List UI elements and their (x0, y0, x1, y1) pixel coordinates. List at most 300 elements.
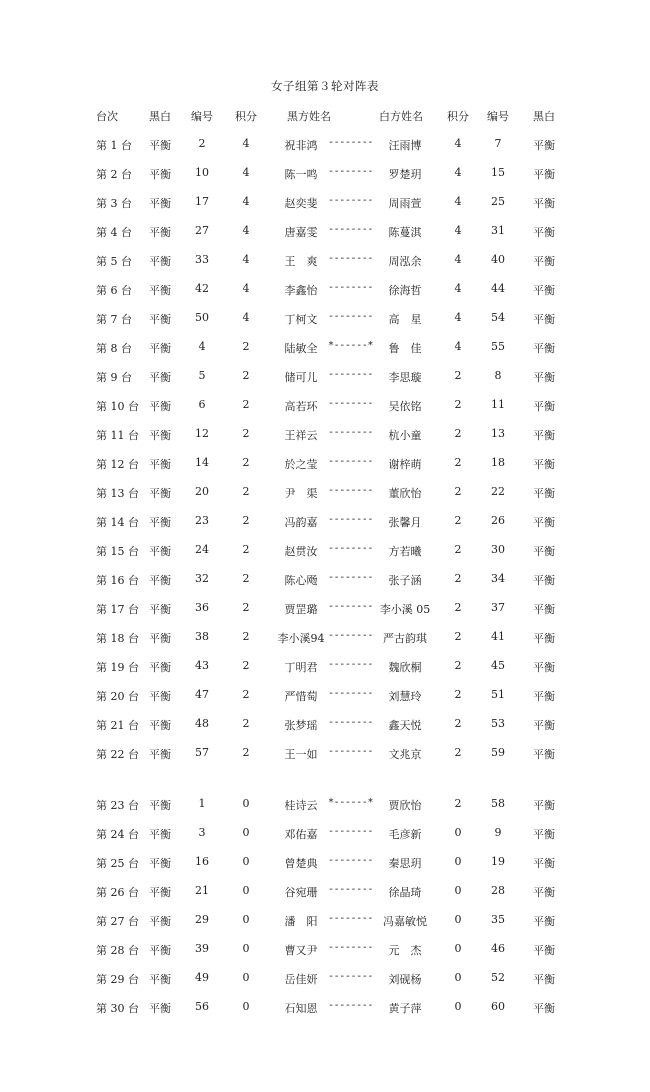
cell-separator: -------- (328, 688, 373, 699)
cell-white-number: 35 (491, 913, 505, 926)
cell-black-name: 储可儿 (284, 371, 318, 384)
header-white-score: 积分 (447, 110, 469, 123)
cell-black-name: 陆敏全 (284, 342, 318, 355)
cell-white-score: 2 (454, 659, 462, 672)
cell-table: 第 25 台 (96, 857, 139, 870)
cell-white-number: 55 (491, 340, 505, 353)
cell-black-name: 李鑫怡 (284, 284, 318, 297)
cell-white-color: 平衡 (533, 400, 555, 413)
cell-black-name: 王一如 (284, 748, 318, 761)
cell-black-name: 尹 渠 (284, 487, 318, 500)
cell-white-name: 文兆京 (388, 748, 422, 761)
header-score: 积分 (235, 110, 257, 123)
cell-white-color: 平衡 (533, 603, 555, 616)
cell-white-score: 4 (454, 195, 462, 208)
cell-black-color: 平衡 (149, 255, 171, 268)
cell-white-name: 魏欣桐 (388, 661, 422, 674)
cell-white-score: 2 (454, 427, 462, 440)
cell-black-number: 2 (198, 137, 206, 150)
cell-black-color: 平衡 (149, 400, 171, 413)
cell-table: 第 10 台 (96, 400, 139, 413)
table-row (0, 195, 650, 211)
cell-black-score: 0 (242, 942, 250, 955)
cell-separator: -------- (328, 855, 373, 866)
cell-white-color: 平衡 (533, 973, 555, 986)
table-row (0, 688, 650, 704)
cell-white-score: 0 (454, 913, 462, 926)
cell-black-number: 1 (198, 797, 206, 810)
cell-separator: -------- (328, 398, 373, 409)
cell-white-name: 冯嘉敏悦 (383, 915, 427, 928)
cell-black-score: 4 (242, 166, 250, 179)
cell-black-score: 2 (242, 340, 250, 353)
cell-separator: -------- (328, 630, 373, 641)
cell-white-name: 徐海哲 (388, 284, 422, 297)
table-row (0, 166, 650, 182)
cell-table: 第 22 台 (96, 748, 139, 761)
cell-white-color: 平衡 (533, 342, 555, 355)
cell-black-name: 於之莹 (284, 458, 318, 471)
table-row (0, 224, 650, 240)
cell-table: 第 12 台 (96, 458, 139, 471)
cell-table: 第 1 台 (96, 139, 132, 152)
cell-white-color: 平衡 (533, 574, 555, 587)
cell-black-score: 2 (242, 572, 250, 585)
cell-black-number: 14 (195, 456, 209, 469)
cell-white-color: 平衡 (533, 226, 555, 239)
cell-black-color: 平衡 (149, 799, 171, 812)
cell-separator: -------- (328, 195, 373, 206)
cell-white-score: 2 (454, 514, 462, 527)
cell-separator: -------- (328, 913, 373, 924)
cell-black-score: 4 (242, 224, 250, 237)
cell-white-number: 53 (491, 717, 505, 730)
cell-white-score: 4 (454, 253, 462, 266)
cell-black-color: 平衡 (149, 371, 171, 384)
table-row (0, 572, 650, 588)
cell-black-name: 赵奕斐 (284, 197, 318, 210)
cell-black-name: 唐嘉雯 (284, 226, 318, 239)
cell-white-score: 0 (454, 826, 462, 839)
cell-white-score: 2 (454, 572, 462, 585)
cell-white-color: 平衡 (533, 284, 555, 297)
cell-table: 第 15 台 (96, 545, 139, 558)
cell-white-score: 2 (454, 688, 462, 701)
cell-black-score: 2 (242, 746, 250, 759)
cell-separator: -------- (328, 456, 373, 467)
cell-black-number: 39 (195, 942, 209, 955)
cell-black-color: 平衡 (149, 857, 171, 870)
cell-separator: -------- (328, 311, 373, 322)
header-table: 台次 (96, 110, 118, 123)
cell-black-number: 48 (195, 717, 209, 730)
table-row (0, 717, 650, 733)
cell-table: 第 4 台 (96, 226, 132, 239)
table-row (0, 398, 650, 414)
cell-white-color: 平衡 (533, 719, 555, 732)
cell-table: 第 27 台 (96, 915, 139, 928)
cell-white-number: 11 (491, 398, 505, 411)
cell-table: 第 26 台 (96, 886, 139, 899)
cell-separator: -------- (328, 659, 373, 670)
cell-separator: -------- (328, 1000, 373, 1011)
cell-white-color: 平衡 (533, 632, 555, 645)
cell-table: 第 19 台 (96, 661, 139, 674)
cell-black-score: 0 (242, 971, 250, 984)
table-row (0, 137, 650, 153)
cell-black-number: 36 (195, 601, 209, 614)
table-row (0, 369, 650, 385)
cell-separator: -------- (328, 601, 373, 612)
cell-white-color: 平衡 (533, 458, 555, 471)
cell-separator: -------- (328, 884, 373, 895)
cell-table: 第 29 台 (96, 973, 139, 986)
cell-table: 第 8 台 (96, 342, 132, 355)
cell-white-score: 0 (454, 942, 462, 955)
cell-white-name: 谢梓萌 (388, 458, 422, 471)
cell-white-color: 平衡 (533, 545, 555, 558)
cell-black-name: 桂诗云 (284, 799, 318, 812)
cell-table: 第 3 台 (96, 197, 132, 210)
cell-separator: -------- (328, 253, 373, 264)
cell-white-name: 贾欣怡 (388, 799, 422, 812)
cell-black-score: 2 (242, 543, 250, 556)
cell-white-score: 4 (454, 224, 462, 237)
cell-white-number: 41 (491, 630, 505, 643)
cell-separator: -------- (328, 137, 373, 148)
cell-white-name: 鲁 佳 (388, 342, 422, 355)
cell-black-number: 24 (195, 543, 209, 556)
cell-white-score: 2 (454, 485, 462, 498)
cell-white-number: 18 (491, 456, 505, 469)
cell-black-color: 平衡 (149, 915, 171, 928)
cell-black-score: 2 (242, 630, 250, 643)
cell-separator: -------- (328, 282, 373, 293)
cell-table: 第 13 台 (96, 487, 139, 500)
cell-white-number: 30 (491, 543, 505, 556)
cell-white-score: 4 (454, 340, 462, 353)
cell-black-color: 平衡 (149, 226, 171, 239)
table-row (0, 971, 650, 987)
cell-white-score: 2 (454, 601, 462, 614)
cell-white-color: 平衡 (533, 487, 555, 500)
cell-separator: *------* (328, 797, 373, 808)
cell-white-number: 31 (491, 224, 505, 237)
cell-separator: -------- (328, 543, 373, 554)
cell-white-score: 2 (454, 797, 462, 810)
cell-black-score: 2 (242, 659, 250, 672)
cell-black-score: 0 (242, 1000, 250, 1013)
cell-black-color: 平衡 (149, 944, 171, 957)
cell-black-number: 21 (195, 884, 209, 897)
cell-table: 第 5 台 (96, 255, 132, 268)
cell-white-name: 张子涵 (388, 574, 422, 587)
cell-black-color: 平衡 (149, 168, 171, 181)
cell-white-number: 13 (491, 427, 505, 440)
cell-white-score: 0 (454, 1000, 462, 1013)
cell-black-color: 平衡 (149, 574, 171, 587)
cell-white-number: 28 (491, 884, 505, 897)
cell-white-number: 34 (491, 572, 505, 585)
cell-white-name: 毛彦新 (388, 828, 422, 841)
cell-black-color: 平衡 (149, 973, 171, 986)
cell-white-number: 7 (494, 137, 502, 150)
cell-white-color: 平衡 (533, 516, 555, 529)
cell-white-number: 26 (491, 514, 505, 527)
cell-white-score: 4 (454, 166, 462, 179)
cell-black-name: 王 爽 (284, 255, 318, 268)
cell-black-number: 33 (195, 253, 209, 266)
cell-black-name: 丁明君 (284, 661, 318, 674)
cell-black-score: 4 (242, 311, 250, 324)
cell-black-number: 4 (198, 340, 206, 353)
cell-black-color: 平衡 (149, 313, 171, 326)
cell-black-score: 0 (242, 855, 250, 868)
cell-white-name: 杭小童 (388, 429, 422, 442)
cell-white-score: 4 (454, 311, 462, 324)
cell-white-number: 46 (491, 942, 505, 955)
cell-separator: -------- (328, 826, 373, 837)
table-header (0, 108, 650, 124)
cell-white-name: 刘慧玲 (388, 690, 422, 703)
cell-separator: -------- (328, 942, 373, 953)
table-row (0, 826, 650, 842)
cell-black-number: 16 (195, 855, 209, 868)
cell-black-number: 47 (195, 688, 209, 701)
cell-black-score: 0 (242, 884, 250, 897)
cell-white-name: 刘砚杨 (388, 973, 422, 986)
cell-separator: -------- (328, 971, 373, 982)
cell-white-score: 2 (454, 746, 462, 759)
cell-black-color: 平衡 (149, 197, 171, 210)
cell-white-color: 平衡 (533, 371, 555, 384)
cell-black-score: 2 (242, 688, 250, 701)
cell-black-color: 平衡 (149, 139, 171, 152)
cell-table: 第 20 台 (96, 690, 139, 703)
cell-black-name: 张梦瑶 (284, 719, 318, 732)
header-white-color: 黑白 (533, 110, 555, 123)
cell-white-color: 平衡 (533, 944, 555, 957)
cell-black-name: 赵贯汝 (284, 545, 318, 558)
cell-black-color: 平衡 (149, 545, 171, 558)
cell-black-name: 陈一鸣 (284, 168, 318, 181)
cell-table: 第 9 台 (96, 371, 132, 384)
table-row (0, 340, 650, 356)
cell-black-name: 王祥云 (284, 429, 318, 442)
cell-separator: *------* (328, 340, 373, 351)
table-row (0, 601, 650, 617)
cell-black-number: 12 (195, 427, 209, 440)
cell-black-score: 2 (242, 369, 250, 382)
table-row (0, 514, 650, 530)
cell-white-name: 徐晶琦 (388, 886, 422, 899)
cell-black-number: 3 (198, 826, 206, 839)
cell-black-color: 平衡 (149, 603, 171, 616)
cell-white-color: 平衡 (533, 139, 555, 152)
table-row (0, 942, 650, 958)
cell-white-score: 2 (454, 369, 462, 382)
cell-white-score: 2 (454, 717, 462, 730)
cell-white-color: 平衡 (533, 799, 555, 812)
cell-black-color: 平衡 (149, 886, 171, 899)
cell-white-name: 汪雨博 (388, 139, 422, 152)
table-row (0, 311, 650, 327)
cell-black-name: 潘 阳 (284, 915, 318, 928)
cell-white-number: 25 (491, 195, 505, 208)
cell-white-number: 58 (491, 797, 505, 810)
cell-black-score: 4 (242, 137, 250, 150)
cell-white-number: 15 (491, 166, 505, 179)
cell-black-number: 10 (195, 166, 209, 179)
table-row (0, 797, 650, 813)
cell-white-name: 严古韵琪 (383, 632, 427, 645)
cell-white-number: 52 (491, 971, 505, 984)
cell-black-name: 曾楚典 (284, 857, 318, 870)
cell-black-name: 冯韵嘉 (284, 516, 318, 529)
cell-black-score: 2 (242, 427, 250, 440)
header-white-name: 白方姓名 (379, 110, 423, 123)
cell-black-score: 2 (242, 717, 250, 730)
cell-black-number: 5 (198, 369, 206, 382)
cell-white-color: 平衡 (533, 748, 555, 761)
cell-white-name: 李思璇 (388, 371, 422, 384)
cell-black-number: 27 (195, 224, 209, 237)
cell-white-name: 黄子萍 (388, 1002, 422, 1015)
cell-white-number: 19 (491, 855, 505, 868)
cell-black-name: 曹又尹 (284, 944, 318, 957)
cell-black-score: 2 (242, 601, 250, 614)
cell-separator: -------- (328, 485, 373, 496)
cell-white-color: 平衡 (533, 313, 555, 326)
cell-white-name: 陈蔓淇 (388, 226, 422, 239)
cell-black-name: 高若环 (284, 400, 318, 413)
cell-black-name: 石知恩 (284, 1002, 318, 1015)
cell-black-name: 谷宛珊 (284, 886, 318, 899)
cell-black-name: 岳佳妍 (284, 973, 318, 986)
cell-black-number: 32 (195, 572, 209, 585)
cell-black-color: 平衡 (149, 632, 171, 645)
cell-white-color: 平衡 (533, 690, 555, 703)
cell-white-score: 0 (454, 855, 462, 868)
cell-black-number: 38 (195, 630, 209, 643)
cell-table: 第 2 台 (96, 168, 132, 181)
cell-black-number: 42 (195, 282, 209, 295)
cell-black-name: 严惜萄 (284, 690, 318, 703)
cell-white-color: 平衡 (533, 1002, 555, 1015)
cell-white-score: 0 (454, 884, 462, 897)
cell-white-score: 4 (454, 137, 462, 150)
cell-table: 第 18 台 (96, 632, 139, 645)
cell-white-number: 22 (491, 485, 505, 498)
cell-table: 第 16 台 (96, 574, 139, 587)
cell-table: 第 7 台 (96, 313, 132, 326)
table-row (0, 746, 650, 762)
cell-white-color: 平衡 (533, 661, 555, 674)
cell-white-score: 2 (454, 543, 462, 556)
cell-black-number: 50 (195, 311, 209, 324)
cell-black-color: 平衡 (149, 690, 171, 703)
cell-white-color: 平衡 (533, 197, 555, 210)
cell-white-number: 59 (491, 746, 505, 759)
cell-black-name: 丁柯文 (284, 313, 318, 326)
cell-white-number: 51 (491, 688, 505, 701)
table-row (0, 1000, 650, 1016)
cell-black-number: 6 (198, 398, 206, 411)
cell-black-color: 平衡 (149, 1002, 171, 1015)
table-row (0, 282, 650, 298)
cell-separator: -------- (328, 746, 373, 757)
cell-white-name: 秦思玥 (388, 857, 422, 870)
cell-white-score: 4 (454, 282, 462, 295)
header-number: 编号 (191, 110, 213, 123)
cell-separator: -------- (328, 224, 373, 235)
table-row (0, 884, 650, 900)
cell-white-number: 45 (491, 659, 505, 672)
cell-black-score: 4 (242, 253, 250, 266)
cell-white-number: 9 (494, 826, 502, 839)
cell-black-color: 平衡 (149, 828, 171, 841)
cell-black-score: 2 (242, 456, 250, 469)
table-row (0, 543, 650, 559)
cell-white-color: 平衡 (533, 429, 555, 442)
cell-table: 第 6 台 (96, 284, 132, 297)
cell-separator: -------- (328, 514, 373, 525)
cell-black-color: 平衡 (149, 661, 171, 674)
cell-separator: -------- (328, 717, 373, 728)
cell-black-number: 43 (195, 659, 209, 672)
cell-black-color: 平衡 (149, 342, 171, 355)
cell-black-score: 2 (242, 485, 250, 498)
cell-table: 第 21 台 (96, 719, 139, 732)
cell-white-color: 平衡 (533, 828, 555, 841)
cell-white-name: 吴依铭 (388, 400, 422, 413)
cell-table: 第 17 台 (96, 603, 139, 616)
table-row (0, 253, 650, 269)
cell-black-name: 贾罡璐 (284, 603, 318, 616)
header-color: 黑白 (149, 110, 171, 123)
cell-black-score: 4 (242, 282, 250, 295)
cell-white-name: 方若曦 (388, 545, 422, 558)
cell-white-name: 罗楚玥 (388, 168, 422, 181)
cell-separator: -------- (328, 369, 373, 380)
cell-separator: -------- (328, 572, 373, 583)
cell-table: 第 11 台 (96, 429, 139, 442)
cell-black-name: 邓佑嘉 (284, 828, 318, 841)
cell-table: 第 14 台 (96, 516, 139, 529)
cell-black-color: 平衡 (149, 284, 171, 297)
cell-black-number: 29 (195, 913, 209, 926)
cell-white-name: 周雨萱 (388, 197, 422, 210)
cell-white-name: 董欣怡 (388, 487, 422, 500)
cell-black-number: 17 (195, 195, 209, 208)
cell-black-color: 平衡 (149, 719, 171, 732)
cell-table: 第 30 台 (96, 1002, 139, 1015)
table-row (0, 855, 650, 871)
cell-white-name: 鑫天悦 (388, 719, 422, 732)
cell-black-color: 平衡 (149, 458, 171, 471)
cell-white-score: 0 (454, 971, 462, 984)
cell-black-score: 0 (242, 797, 250, 810)
cell-white-color: 平衡 (533, 168, 555, 181)
cell-white-name: 元 杰 (388, 944, 422, 957)
cell-white-score: 2 (454, 398, 462, 411)
table-row (0, 456, 650, 472)
header-white-number: 编号 (487, 110, 509, 123)
cell-black-name: 祝非鸿 (284, 139, 318, 152)
cell-white-color: 平衡 (533, 255, 555, 268)
cell-black-color: 平衡 (149, 429, 171, 442)
cell-white-name: 张馨月 (388, 516, 422, 529)
